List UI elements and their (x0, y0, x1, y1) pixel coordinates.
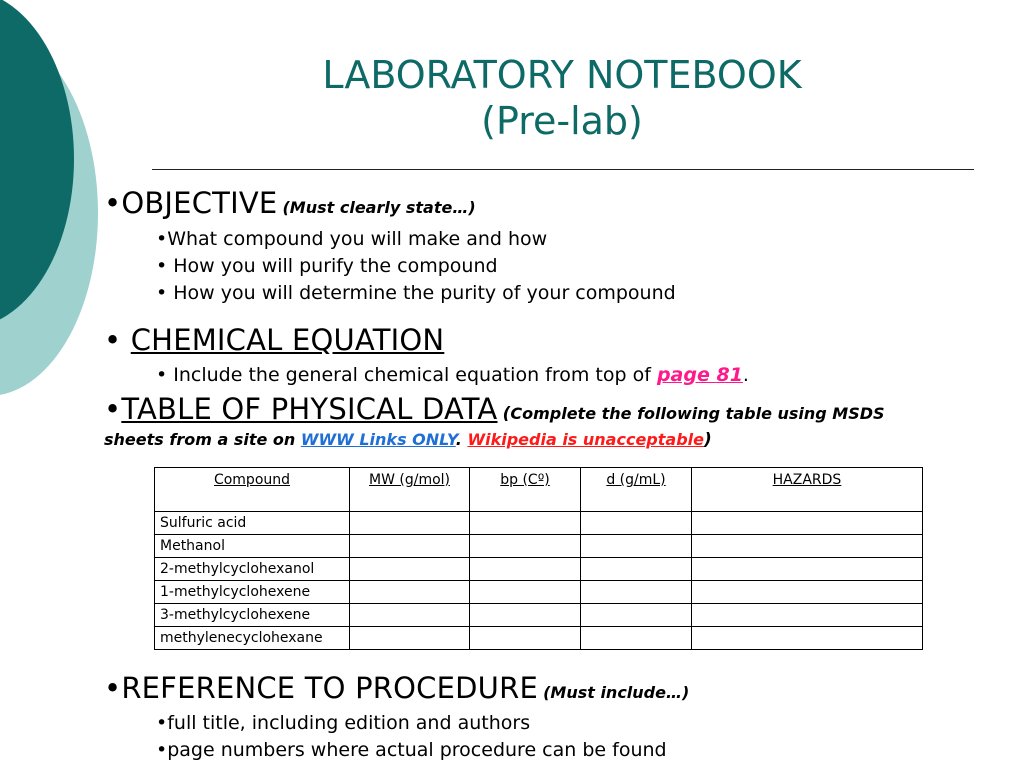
wikipedia-warning-link[interactable]: Wikipedia is unacceptable (467, 430, 704, 449)
table-cell[interactable] (470, 512, 581, 535)
table-cell[interactable] (581, 627, 692, 650)
procedure-item: •page numbers where actual procedure can be found (156, 739, 667, 761)
physical-data-note-line2 (104, 430, 712, 450)
column-header: bp (Cº) (470, 468, 581, 512)
title-line-2: (Pre-lab) (481, 99, 643, 143)
chemical-equation-heading: CHEMICAL EQUATION (130, 323, 445, 357)
title-line-1: LABORATORY NOTEBOOK (322, 53, 802, 97)
column-header: d (g/mL) (581, 468, 692, 512)
title-divider (152, 169, 974, 170)
table-row (155, 627, 923, 650)
chemical-equation-section (104, 323, 444, 357)
physical-data-table (154, 467, 923, 650)
physical-data-bullet: • (104, 392, 122, 426)
procedure-section (104, 671, 689, 705)
table-cell[interactable] (692, 512, 923, 535)
physical-data-separator: . (455, 430, 468, 449)
column-header: Compound (155, 468, 350, 512)
chemical-equation-period: . (742, 364, 749, 386)
procedure-bullet: • (104, 671, 122, 705)
table-cell[interactable] (350, 604, 470, 627)
table-cell[interactable] (581, 512, 692, 535)
table-cell[interactable] (470, 535, 581, 558)
compound-cell: 1-methylcyclohexene (155, 581, 350, 604)
chemical-equation-bullet: • (104, 323, 131, 357)
chemical-equation-item (156, 363, 749, 387)
compound-cell: 2-methylcyclohexanol (155, 558, 350, 581)
page-title (150, 52, 974, 144)
table-cell[interactable] (581, 535, 692, 558)
physical-data-note-open: ( (502, 404, 511, 424)
table-cell[interactable] (350, 627, 470, 650)
column-header: MW (g/mol) (350, 468, 470, 512)
objective-item: • How you will determine the purity of your compound (156, 282, 676, 304)
table-cell[interactable] (692, 581, 923, 604)
column-header: HAZARDS (692, 468, 923, 512)
objective-item: •What compound you will make and how (156, 228, 548, 250)
table-row (155, 535, 923, 558)
physical-data-note: Complete the following table using MSDS (510, 404, 885, 423)
table-row (155, 512, 923, 535)
physical-data-section (104, 392, 885, 426)
objective-bullet: • (104, 186, 122, 220)
objective-note: (Must clearly state…) (282, 198, 476, 217)
table-cell[interactable] (350, 535, 470, 558)
table-cell[interactable] (692, 558, 923, 581)
table-cell[interactable] (350, 581, 470, 604)
chemical-equation-text: • Include the general chemical equation from top of (156, 364, 657, 386)
table-cell[interactable] (581, 581, 692, 604)
page-81-link[interactable]: page 81 (656, 364, 743, 386)
compound-cell: methylenecyclohexane (155, 627, 350, 650)
table-cell[interactable] (350, 558, 470, 581)
procedure-item: •full title, including edition and authors (156, 712, 531, 734)
www-links-link[interactable]: WWW Links ONLY (300, 430, 456, 449)
procedure-heading: REFERENCE TO PROCEDURE (121, 671, 538, 705)
table-row (155, 558, 923, 581)
table-header-row (155, 468, 923, 512)
physical-data-note-close: ) (703, 430, 712, 450)
table-row (155, 604, 923, 627)
table-cell[interactable] (470, 627, 581, 650)
table-cell[interactable] (581, 558, 692, 581)
procedure-note: (Must include…) (543, 683, 690, 702)
table-cell[interactable] (692, 604, 923, 627)
table-cell[interactable] (581, 604, 692, 627)
table-cell[interactable] (350, 512, 470, 535)
table-cell[interactable] (470, 604, 581, 627)
objective-section (104, 186, 476, 220)
compound-cell: Methanol (155, 535, 350, 558)
compound-cell: Sulfuric acid (155, 512, 350, 535)
table-cell[interactable] (470, 581, 581, 604)
table-cell[interactable] (692, 627, 923, 650)
physical-data-note-2: sheets from a site on (104, 430, 301, 449)
objective-item: • How you will purify the compound (156, 255, 498, 277)
table-row (155, 581, 923, 604)
physical-data-heading: TABLE OF PHYSICAL DATA (121, 392, 498, 426)
table-cell[interactable] (692, 535, 923, 558)
compound-cell: 3-methylcyclohexene (155, 604, 350, 627)
objective-heading: OBJECTIVE (121, 186, 278, 220)
table-cell[interactable] (470, 558, 581, 581)
